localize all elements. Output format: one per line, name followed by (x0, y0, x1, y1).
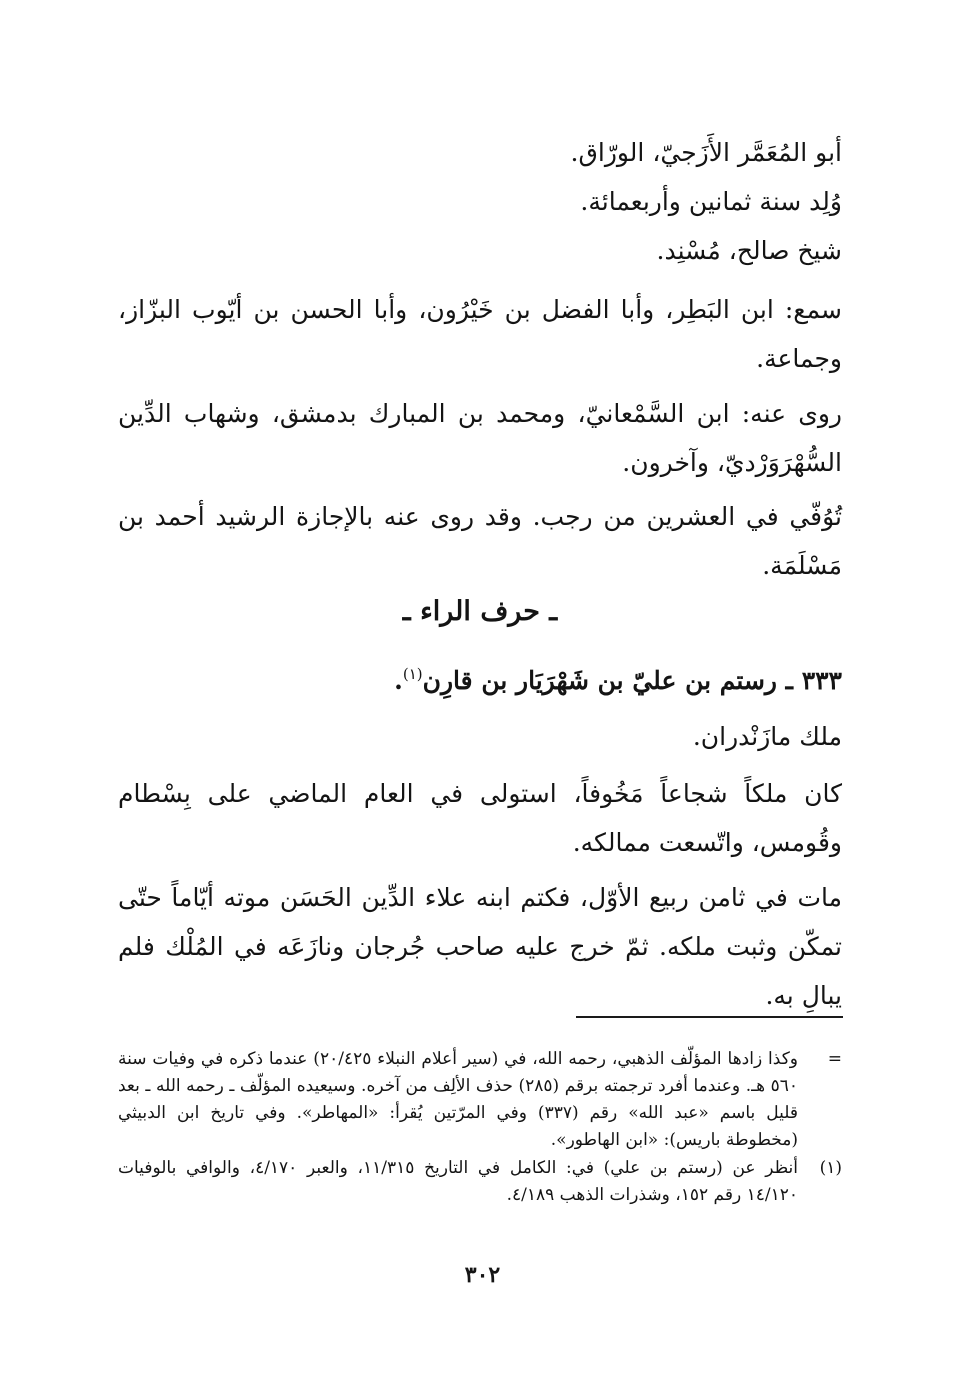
section-heading: ـ حرف الراء ـ (402, 596, 558, 627)
entry-title-end: . (394, 666, 403, 695)
intro-line-description: شيخ صالح، مُسْنِد. (656, 236, 842, 265)
entry-title-text: ٣٣٣ ـ رستم بن عليّ بن شَهْرَيَار بن قارِن (422, 666, 842, 695)
footnote-marker: = (827, 1049, 842, 1069)
paragraph-heard-from: سمع: ابن البَطِر، وأبا الفضل بن خَيْرُون، وأبا الحسن بن أيّوب البزّاز، وجماعة. (118, 295, 842, 373)
intro-line-birth: وُلِد سنة ثمانين وأربعمائة. (580, 187, 842, 216)
footnote-separator (576, 1016, 843, 1018)
footnote-reference: (١) (402, 665, 423, 683)
footnote-marker: (١) (819, 1158, 842, 1178)
paragraph-death: تُوُفّي في العشرين من رجب. وقد روى عنه بالإجازة الرشيد أحمد بن مَسْلَمَة. (118, 502, 842, 580)
entry-line-region: ملك مازَنْدران. (692, 722, 842, 751)
footnote-text: وكذا زادها المؤلّف الذهبي، رحمه الله، في (سير أعلام النبلاء ٢٠/٤٢٥) عندما ذكره في وفيات سنة ٥٦٠ هـ. وعندما أفرد ترجمته برقم (٢٨٥) حذف الألِف من آخره. وسيعيده المؤلّف ـ رحمه الله ـ بعد قليل باسم «عبد الله» رقم (٣٣٧) وفي المرّتين يُقرأ: «المهاطر». وفي تاريخ ابن الدبيثي (مخطوطة باريس): «ابن الهاطور». (118, 1049, 799, 1150)
entry-line-reign: كان ملكاً شجاعاً مَخُوفاً، استولى في العام الماضي على بِسْطام وقُومس، واتّسعت ممالكه. (118, 779, 842, 857)
footnote-text: أنظر عن (رستم بن علي) في: الكامل في التاريخ ١١/٣١٥، والعبر ٤/١٧٠، والوافي بالوفيات ١٤/١٢٠ رقم ١٥٢، وشذرات الذهب ٤/١٨٩. (118, 1158, 798, 1205)
page-number: ٣٠٢ (464, 1262, 501, 1288)
footnote-1 (118, 1155, 842, 1209)
entry-line-death: مات في ثامن ربيع الأوّل، فكتم ابنه علاء الدِّين الحَسَن موته أيّاماً حتّى تمكّن وثبت ملكه. ثمّ خرج عليه صاحب جُرجان ونازَعَه في المُلْك فلم يبالِ به. (118, 883, 842, 1010)
intro-line-name: أبو المُعَمَّر الأَزَجيّ، الورّاق. (570, 138, 842, 167)
intro-lines (118, 128, 842, 275)
entry-title (118, 654, 842, 701)
paragraph-narrated-by: روى عنه: ابن السَّمْعانيّ، ومحمد بن المبارك بدمشق، وشهاب الدِّين السُّهْرَوَرْديّ، وآخرون. (118, 399, 842, 477)
footnote-continued (118, 1046, 842, 1154)
